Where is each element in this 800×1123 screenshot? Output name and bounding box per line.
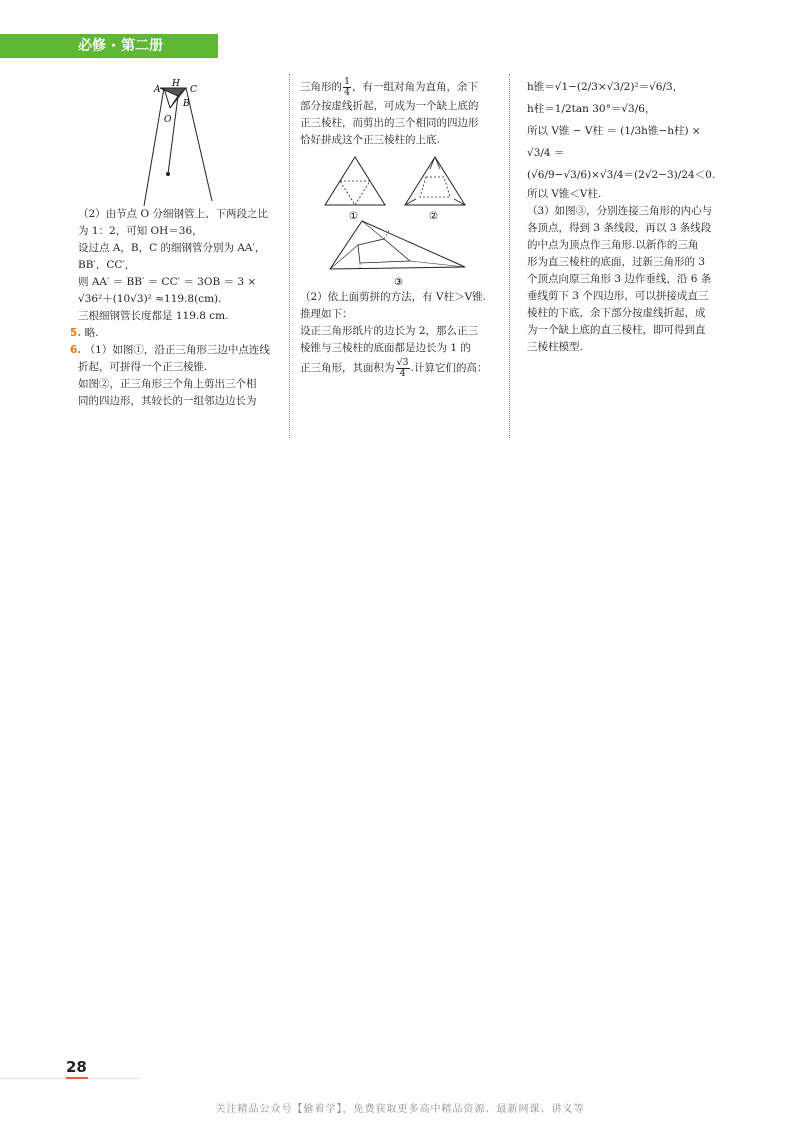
text-line: 三棱柱模型. xyxy=(527,341,583,353)
column-divider xyxy=(289,74,290,438)
text-line xyxy=(300,76,500,98)
question-6-line: 如图②，正三角形三个角上剪出三个相 xyxy=(78,378,257,390)
question-6 xyxy=(70,342,278,359)
question-number: 5. xyxy=(70,327,82,339)
answer-2-line: √36²＋(10√3)² ≈119.8(cm). xyxy=(78,293,222,305)
question-6-line: （1）如图①，沿正三角形三边中点连线 xyxy=(84,344,270,356)
answer-2-line: 为 1：2，可知 OH＝36， xyxy=(78,225,203,237)
formula-v-calc: (√6/9−√3/6)×√3/4＝(2√2−3)/24＜0. xyxy=(527,169,716,181)
page-number-underline xyxy=(66,1077,88,1079)
text-fragment: .计算它们的高： xyxy=(410,362,488,374)
formula-v-diff: 所以 V锥 − V柱 ＝ (1/3h锥−h柱) × √3/4 ＝ xyxy=(527,125,701,159)
label-h: H xyxy=(172,79,180,89)
text-line: 棱柱的下底，余下部分按虚线折起，成 xyxy=(527,307,706,319)
figure-label-3: ③ xyxy=(394,277,403,288)
text-line: 棱锥与三棱柱的底面都是边长为 1 的 xyxy=(300,342,471,354)
fraction-numerator: √3 xyxy=(396,356,409,368)
label-a: A xyxy=(154,85,161,95)
label-b: B xyxy=(183,99,190,109)
answer-2-line: （2）由节点 O 分细钢管上、下两段之比 xyxy=(78,208,268,220)
answer-2-line: 则 AA′ ＝ BB′ ＝ CC′ ＝ 3OB ＝ 3 × xyxy=(78,276,257,288)
text-fragment: 正三角形，其面积为 xyxy=(300,362,395,374)
label-c: C xyxy=(190,85,197,95)
figure-label-2: ② xyxy=(429,211,438,222)
label-o: O xyxy=(164,115,172,125)
question-6-line: 同的四边形，其较长的一组邻边边长为 xyxy=(78,395,257,407)
fraction-numerator: 1 xyxy=(344,75,351,87)
page-number: 28 xyxy=(66,1058,87,1076)
fraction xyxy=(396,358,410,379)
text-line: （2）依上面剪拼的方法，有 V柱＞V锥. xyxy=(300,291,487,303)
fraction-denominator: 4 xyxy=(344,86,351,98)
column-3 xyxy=(527,76,727,356)
text-line: 的中点为顶点作三角形.以新作的三角 xyxy=(527,239,699,251)
text-line: 形为直三棱柱的底面，过新三角形的 3 xyxy=(527,256,706,268)
column-2 xyxy=(300,76,500,379)
text-line: 设正三角形纸片的边长为 2，那么正三 xyxy=(300,325,479,337)
section-title: 必修 · 第二册 xyxy=(78,38,164,54)
answer-2-line: 三根细钢管长度都是 119.8 cm. xyxy=(78,310,229,322)
section-header xyxy=(0,34,218,58)
text-fragment: 三角形的 xyxy=(300,81,342,93)
text-line: 正三棱柱，而剪出的三个相同的四边形 xyxy=(300,117,479,129)
text-line: 恰好拼成这个正三棱柱的上底. xyxy=(300,134,440,146)
answer-2-line: 设过点 A，B，C 的细钢管分别为 AA′， xyxy=(78,242,266,254)
text-line: 部分按虚线折起，可成为一个缺上底的 xyxy=(300,100,479,112)
formula-h-col: h柱＝1/2tan 30°＝√3/6， xyxy=(527,103,656,115)
folding-figures xyxy=(300,149,500,289)
footer-note: 关注精品公众号【偷着学】，免费获取更多高中精品资源、最新网课、讲义等 xyxy=(215,1104,585,1115)
text-line: 个顶点向原三角形 3 边作垂线，沿 6 条 xyxy=(527,273,712,285)
text-line: （3）如图③，分别连接三角形的内心与 xyxy=(527,205,713,217)
text-line: 垂线剪下 3 个四边形，可以拼接成直三 xyxy=(527,290,709,302)
steel-pipe-figure xyxy=(70,76,278,206)
answer-2-line: BB′，CC′， xyxy=(78,259,136,271)
question-5 xyxy=(70,325,278,342)
text-line xyxy=(300,357,500,379)
figure-label-1: ① xyxy=(349,211,358,222)
question-6-line: 折起，可拼得一个正三棱锥. xyxy=(78,361,208,373)
text-line: 推理如下： xyxy=(300,308,353,320)
formula-conclusion: 所以 V锥＜V柱. xyxy=(527,188,602,200)
column-1 xyxy=(70,76,278,410)
text-fragment: ，有一组对角为直角，余下 xyxy=(352,81,479,93)
column-divider xyxy=(509,74,510,438)
formula-h-cone: h锥＝√1−(2/3×√3/2)²＝√6/3， xyxy=(527,81,684,93)
text-line: 为一个缺上底的直三棱柱，即可得到直 xyxy=(527,324,706,336)
fraction-denominator: 4 xyxy=(399,367,406,379)
question-number: 6. xyxy=(70,344,82,356)
fraction xyxy=(343,77,351,98)
text-line: 各顶点，得到 3 条线段，再以 3 条线段 xyxy=(527,222,712,234)
question-5-text: 略. xyxy=(84,327,99,339)
